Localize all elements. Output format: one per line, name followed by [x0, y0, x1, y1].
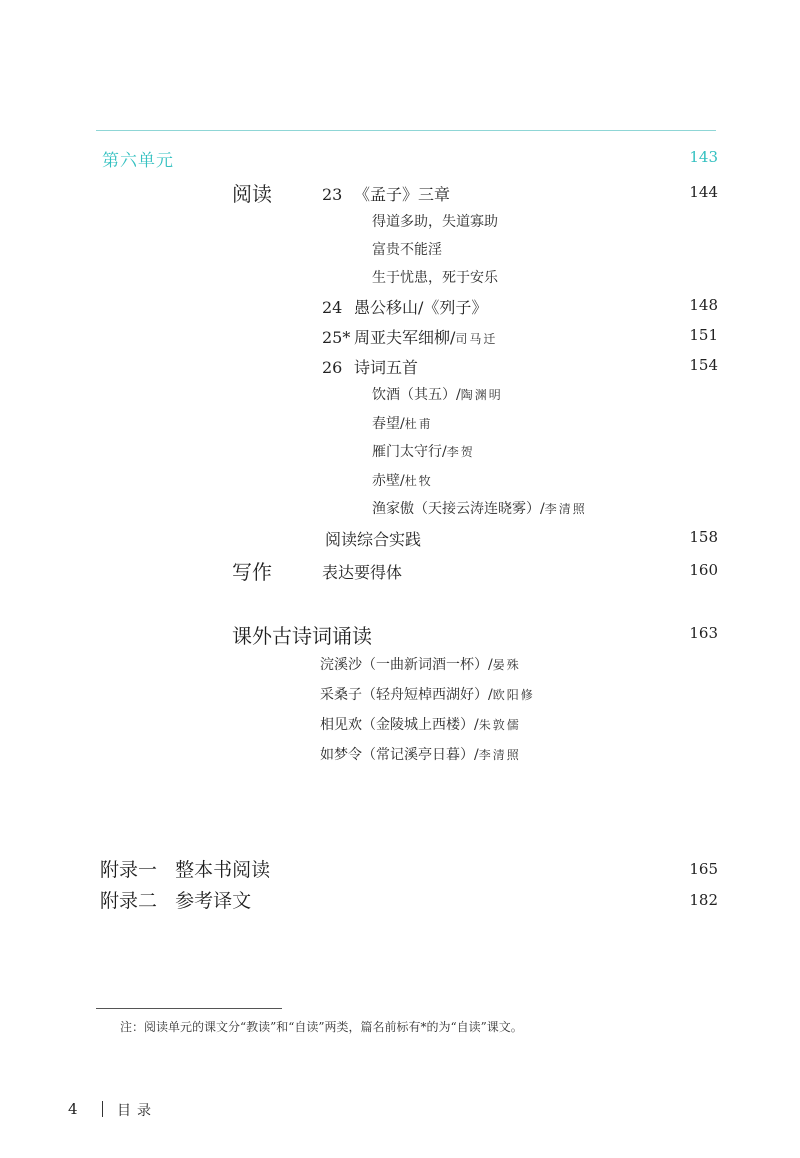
appendix-label: 附录一 [100, 859, 158, 881]
poem-title: 浣溪沙（一曲新词酒一杯）/ [320, 657, 493, 673]
footnote: 注：阅读单元的课文分“教读”和“自读”两类，篇名前标有*的为“自读”课文。 [120, 1020, 523, 1034]
sub-lesson[interactable] [372, 384, 503, 404]
unit-page-number: 143 [689, 148, 718, 166]
lesson-number: 23 [322, 185, 343, 204]
poem-author: 杜牧 [404, 474, 433, 488]
poem-author: 李清照 [544, 502, 587, 516]
extra-poem[interactable] [320, 744, 521, 764]
poem-title: 相见欢（金陵城上西楼）/ [320, 717, 479, 733]
poem-title: 采桑子（轻舟短棹西湖好）/ [320, 687, 493, 703]
unit-divider [96, 130, 716, 131]
poem-author: 陶渊明 [460, 388, 503, 402]
lesson-page: 148 [689, 296, 718, 314]
sub-lesson[interactable]: 生于忧患，死于安乐 [372, 270, 498, 286]
extra-poem[interactable] [320, 684, 535, 704]
practice-page: 158 [689, 528, 718, 546]
page-number: 4 [68, 1100, 78, 1118]
extra-page: 163 [689, 624, 718, 642]
poem-title: 雁门太守行/ [372, 444, 447, 460]
footnote-divider [96, 1008, 282, 1009]
lesson-25[interactable] [322, 325, 497, 348]
poem-author: 杜甫 [404, 417, 433, 431]
lesson-title: 《孟子》三章 [354, 185, 451, 204]
poem-author: 晏殊 [492, 658, 521, 672]
appendix-2[interactable] [100, 886, 251, 913]
appendix-page: 165 [689, 860, 718, 878]
poem-title: 饮酒（其五）/ [372, 387, 461, 403]
lesson-number: 24 [322, 298, 343, 317]
extra-poem[interactable] [320, 654, 521, 674]
poem-author: 朱敦儒 [478, 718, 521, 732]
writing-page: 160 [689, 561, 718, 579]
sub-lesson[interactable] [372, 470, 433, 490]
lesson-title: 愚公移山/《列子》 [354, 298, 488, 317]
sub-lesson[interactable] [372, 498, 587, 518]
poem-title: 渔家傲（天接云涛连晓雾）/ [372, 501, 545, 517]
sub-lesson[interactable]: 得道多助，失道寡助 [372, 214, 498, 230]
sub-lesson[interactable] [372, 441, 475, 461]
lesson-title: 周亚夫军细柳/ [354, 328, 456, 347]
poem-author: 欧阳修 [492, 688, 535, 702]
lesson-23[interactable] [322, 182, 450, 205]
lesson-24[interactable] [322, 295, 487, 318]
reading-practice[interactable]: 阅读综合实践 [325, 530, 422, 549]
lesson-title: 诗词五首 [354, 358, 419, 377]
poem-author: 李清照 [478, 748, 521, 762]
lesson-number: 26 [322, 358, 343, 377]
sub-lesson[interactable] [372, 413, 433, 433]
section-heading-writing: 写作 [232, 560, 272, 584]
lesson-author: 司马迁 [455, 332, 498, 346]
poem-title: 春望/ [372, 416, 405, 432]
sub-lesson[interactable]: 富贵不能淫 [372, 242, 442, 258]
appendix-title: 整本书阅读 [175, 859, 271, 881]
footer-separator [102, 1101, 103, 1117]
poem-title: 如梦令（常记溪亭日暮）/ [320, 747, 479, 763]
lesson-26[interactable] [322, 355, 418, 378]
appendix-title: 参考译文 [175, 890, 252, 912]
poem-title: 赤壁/ [372, 473, 405, 489]
section-heading-reading: 阅读 [232, 182, 272, 206]
lesson-number: 25* [322, 328, 351, 347]
poem-author: 李贺 [446, 445, 475, 459]
appendix-page: 182 [689, 891, 718, 909]
writing-topic[interactable]: 表达要得体 [322, 563, 403, 582]
unit-title: 第六单元 [102, 151, 174, 171]
appendix-label: 附录二 [100, 890, 158, 912]
extra-poem[interactable] [320, 714, 521, 734]
appendix-1[interactable] [100, 855, 270, 882]
lesson-page: 144 [689, 183, 718, 201]
lesson-page: 151 [689, 326, 718, 344]
footer-label: 目录 [117, 1103, 157, 1119]
lesson-page: 154 [689, 356, 718, 374]
section-heading-extra-poems: 课外古诗词诵读 [232, 624, 372, 648]
